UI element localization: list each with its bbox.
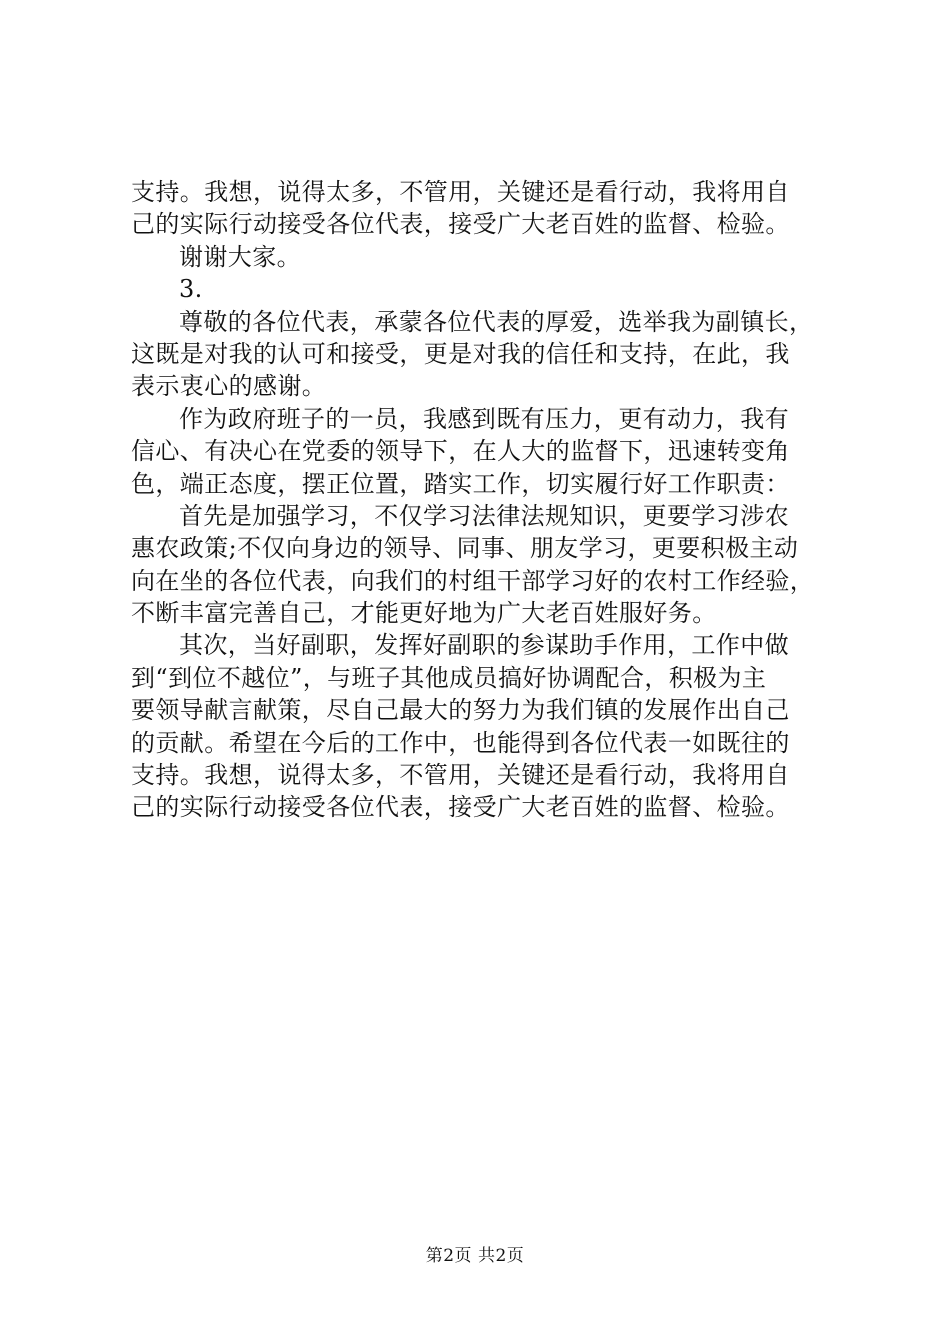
text-line: 这既是对我的认可和接受，更是对我的信任和支持，在此，我 — [131, 339, 790, 368]
text-line: 尊敬的各位代表，承蒙各位代表的厚爱，选举我为副镇长， — [179, 307, 814, 336]
text-line: 惠农政策;不仅向身边的领导、同事、朋友学习，更要积极主动 — [131, 534, 799, 563]
text-line: 己的实际行动接受各位代表，接受广大老百姓的监督、检验。 — [131, 793, 790, 822]
section-number: 3. — [179, 275, 203, 304]
text-line: 的贡献。希望在今后的工作中，也能得到各位代表一如既往的 — [131, 728, 790, 757]
text-line: 到“到位不越位”，与班子其他成员搞好协调配合，积极为主 — [131, 663, 767, 692]
text-line: 向在坐的各位代表，向我们的村组干部学习好的农村工作经验， — [131, 566, 815, 595]
text-line: 支持。我想，说得太多，不管用，关键还是看行动，我将用自 — [131, 761, 790, 790]
text-line: 色，端正态度，摆正位置，踏实工作，切实履行好工作职责： — [131, 469, 790, 498]
document-body — [131, 176, 843, 824]
text-line: 己的实际行动接受各位代表，接受广大老百姓的监督、检验。 — [131, 210, 790, 239]
page-number-label: 第2页 共2页 — [425, 1246, 525, 1266]
text-line: 要领导献言献策，尽自己最大的努力为我们镇的发展作出自己 — [131, 696, 790, 725]
text-line: 首先是加强学习，不仅学习法律法规知识，更要学习涉农 — [179, 501, 789, 530]
text-line: 信心、有决心在党委的领导下，在人大的监督下，迅速转变角 — [131, 437, 790, 466]
text-line: 作为政府班子的一员，我感到既有压力，更有动力，我有 — [179, 404, 789, 433]
text-line: 表示衷心的感谢。 — [131, 372, 327, 401]
text-line: 其次，当好副职，发挥好副职的参谋助手作用，工作中做 — [179, 631, 789, 660]
page-footer — [0, 1244, 950, 1268]
text-line: 不断丰富完善自己，才能更好地为广大老百姓服好务。 — [131, 599, 717, 628]
text-line: 谢谢大家。 — [179, 242, 301, 271]
text-line: 支持。我想，说得太多，不管用，关键还是看行动，我将用自 — [131, 178, 790, 206]
